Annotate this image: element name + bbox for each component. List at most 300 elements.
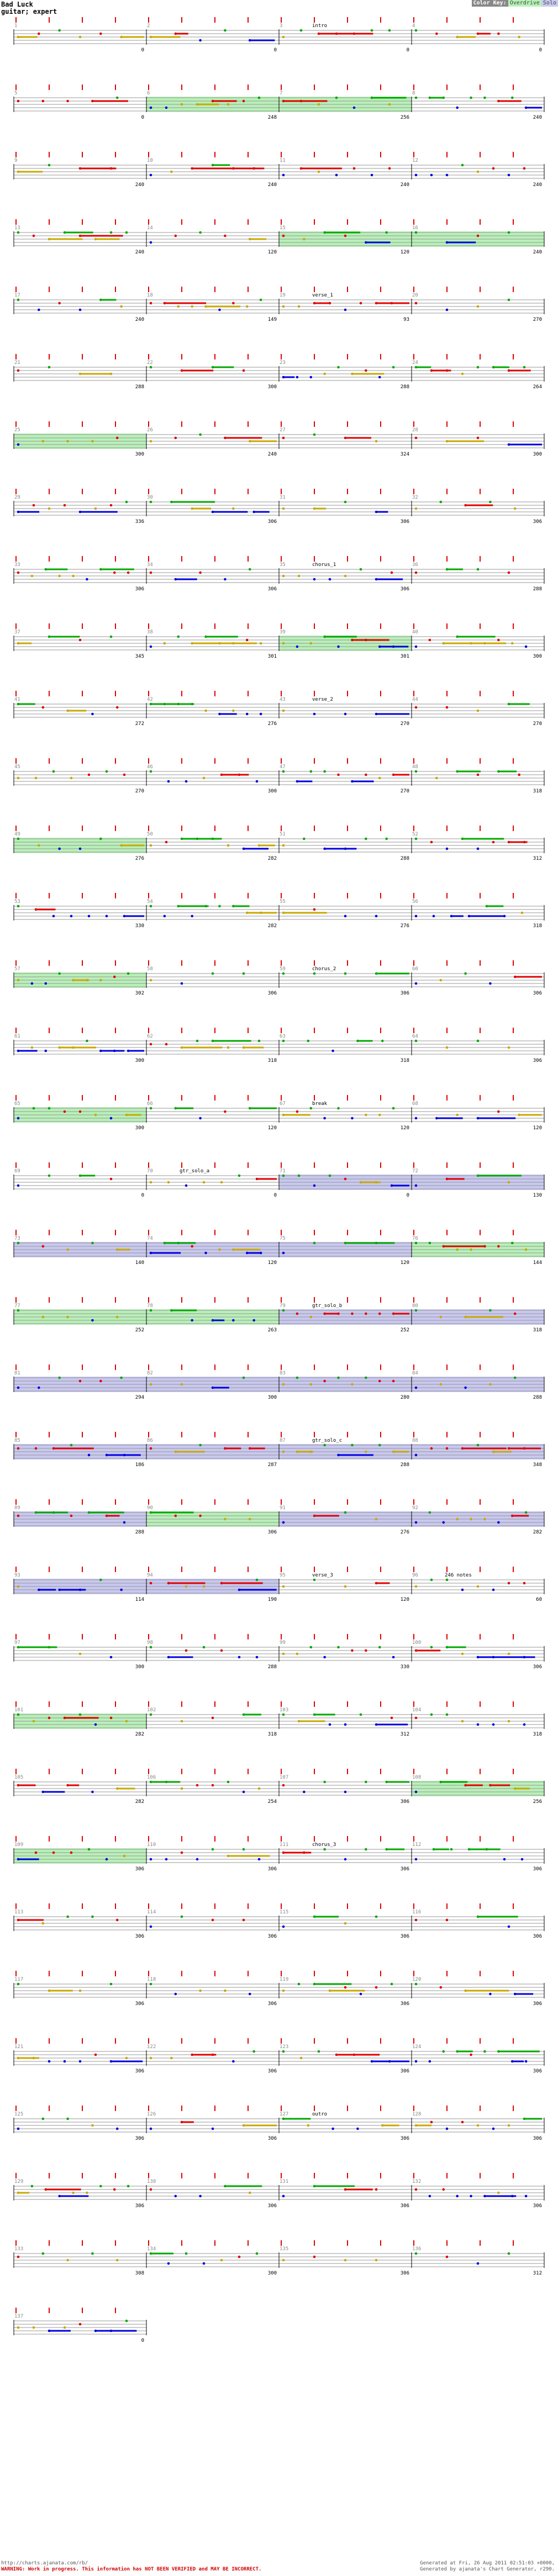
note [381,1040,384,1043]
note [456,1249,459,1251]
note [91,1319,94,1322]
note [282,844,285,847]
note [150,1858,152,1861]
note [116,1919,119,1922]
note [344,1858,347,1861]
note [116,2259,119,2262]
note [365,1377,367,1379]
note [31,575,34,578]
measure-score: 306 [135,1866,144,1872]
measure-number: 84 [412,1371,418,1376]
measure-score: 300 [533,452,542,457]
note [313,578,316,581]
note [150,174,152,177]
note [497,1110,500,1113]
note [64,504,66,507]
note [110,1717,113,1720]
note [150,646,152,648]
measure-number: 71 [280,1168,286,1174]
note [66,2259,69,2262]
measure-score: 306 [135,2001,144,2007]
note [298,575,301,578]
staff-row [14,1499,544,1535]
note [150,1181,152,1184]
note [116,437,119,440]
measure-number: 96 [412,1573,418,1578]
note [392,366,395,369]
note [91,1242,94,1245]
note [181,1916,183,1918]
note [48,1107,51,1110]
measure-score: 282 [135,1799,144,1805]
note [391,1983,393,1986]
measure-number: 104 [412,1707,422,1713]
note [181,1720,183,1723]
measure-score: 0 [141,1193,144,1198]
note [415,437,418,440]
note [323,1380,326,1383]
note [351,1649,354,1652]
note [323,770,326,773]
note [258,1858,261,1861]
staff-row [14,556,544,592]
note [344,309,347,311]
measure-score: 272 [135,721,144,727]
note [52,915,55,918]
note [125,231,128,234]
note [70,915,73,918]
staff-row [14,960,544,996]
measure-score: 306 [400,519,409,525]
measure-number: 120 [412,1977,422,1982]
note [113,1050,116,1052]
measure-score: 306 [533,2069,542,2074]
measure-number: 105 [14,1775,24,1780]
measure-score: 336 [135,519,144,525]
measure-number: 107 [280,1775,289,1780]
note [17,1309,20,1312]
measure-score: 312 [533,2271,542,2276]
measure-score: 300 [267,2271,277,2276]
measure-number: 13 [14,225,20,231]
staff-row [14,421,544,457]
note [79,1653,82,1655]
note [331,1050,334,1052]
note [337,646,340,648]
note [492,841,495,844]
note [344,1585,347,1588]
note [360,568,362,571]
measure-number: 125 [14,2112,24,2117]
note [113,572,116,574]
measure-score: 312 [400,1732,409,1737]
measure-score: 270 [135,789,144,794]
measure-number: 76 [412,1236,418,1241]
measure-number: 6 [147,91,150,96]
note [243,1791,245,1794]
measure-score: 330 [135,923,144,929]
note [344,972,347,975]
note [203,1181,206,1184]
note [313,2256,316,2258]
note [42,440,45,443]
note [282,2195,285,2198]
note [86,578,88,581]
note [415,507,418,510]
note [508,572,510,574]
measure-number: 60 [412,966,418,972]
note [461,2121,464,2124]
wip-warning: WARNING: Work in progress. This information has NOT BEEN VERIFIED and MAY BE INCORRECT. [1,2567,262,2572]
note [477,774,480,776]
measure-number: 117 [14,1977,24,1982]
note [298,1983,301,1986]
note [150,979,152,982]
note [307,2124,310,2127]
measure-number: 45 [14,764,20,770]
note [508,299,510,301]
note [497,639,500,642]
note [127,572,130,574]
note [430,1447,433,1450]
note [125,2320,128,2323]
note [298,305,301,308]
note [365,1649,367,1652]
note [218,1249,221,1251]
staff-row [14,2106,544,2141]
measure-number: 49 [14,832,20,837]
measure-number: 119 [280,1977,289,1982]
note [150,1926,152,1928]
measure-number: 113 [14,1909,24,1915]
staff-row [14,1095,544,1131]
measure-score: 301 [267,654,277,659]
measure-score: 306 [267,519,277,525]
note [415,1521,418,1524]
note [440,1316,443,1319]
note [430,841,433,844]
note [461,1653,464,1655]
note [175,437,177,440]
note [17,1983,20,1986]
note [391,572,393,574]
note [79,309,82,311]
measure-score: 318 [533,1732,542,1737]
note [337,1646,340,1649]
section-label: break [312,1101,328,1107]
note [258,1040,261,1043]
note [429,1511,431,1514]
measure-number: 77 [14,1303,20,1309]
note [256,1579,259,1581]
note [511,1242,514,1245]
measure-score: 0 [406,1193,409,1198]
section-label: intro [312,23,328,29]
measure-score: 306 [267,1530,277,1535]
note [212,2054,214,2056]
note [525,2195,528,2198]
note [185,1184,188,1187]
measure-score: 120 [400,1597,409,1602]
note [461,1589,464,1591]
measure-score: 60 [536,1597,542,1602]
note [523,1582,526,1585]
note [196,838,199,840]
note [415,2060,418,2063]
note [185,1585,188,1588]
section-label: gtr_solo_c [312,1438,343,1443]
note [446,1713,449,1716]
note [64,1110,66,1113]
note [252,1319,255,1322]
measure-number: 50 [147,832,153,837]
note [79,36,82,39]
measure-score: 300 [267,384,277,390]
measure-number: 98 [147,1640,153,1646]
measure-number: 58 [147,966,153,972]
footer-url[interactable]: http://charts.ajanata.com/rb/ [1,2561,88,2566]
generator-credit: Generated by ajanata's Chart Generator, r290. [420,2567,555,2572]
note [415,1585,418,1588]
measure-score: 306 [533,2203,542,2209]
note [313,713,316,716]
note [385,838,388,840]
note [150,1713,152,1716]
note [127,2185,130,2188]
measure-score: 120 [267,1125,277,1131]
note [227,844,230,847]
song-title: Bad Luck [1,1,33,8]
note [282,1309,285,1312]
note [300,2057,303,2060]
note [344,235,347,237]
measure-score: 252 [400,1327,409,1333]
measure-score: 93 [403,317,409,322]
measure-number: 53 [14,899,20,904]
measure-number: 83 [280,1371,286,1376]
note [344,713,347,716]
staff-row [14,2308,146,2344]
note [150,2188,152,2191]
measure-number: 5 [14,91,18,96]
note [525,1511,528,1514]
note [514,1313,517,1315]
measure-number: 56 [412,899,418,904]
note [17,2128,20,2130]
measure-score: 0 [141,2338,144,2344]
note [123,774,126,776]
note [282,437,285,440]
note [329,1175,331,1177]
note [282,1383,285,1386]
note [508,2124,510,2127]
measure-score: 282 [267,923,277,929]
note [33,1107,35,1110]
measure-number: 80 [412,1303,418,1309]
note [150,2057,152,2060]
note [375,2259,378,2262]
note [238,1656,241,1659]
note [106,1858,108,1861]
measure-score: 306 [267,991,277,996]
measure-score: 256 [400,115,409,120]
note [309,1383,312,1386]
measure-number: 129 [14,2179,24,2184]
measure-number: 61 [14,1034,20,1039]
note [175,235,177,237]
note [33,2326,35,2329]
measure-number: 110 [147,1842,156,1848]
note [303,238,306,241]
note [106,770,108,773]
section-label: gtr_solo_a [180,1168,210,1174]
note [296,646,299,648]
measure-number: 72 [412,1168,418,1174]
note [224,1110,227,1113]
measure-score: 288 [135,1530,144,1535]
measure-score: 0 [406,47,409,53]
note [165,1781,168,1784]
note [429,639,431,642]
note [282,2050,285,2053]
note [303,1852,306,1854]
note [282,1713,285,1716]
note [433,915,435,918]
measure-number: 42 [147,697,153,702]
note [430,174,433,177]
note [461,164,464,167]
note [31,2185,34,2188]
measure-score: 282 [267,856,277,861]
note [232,642,235,645]
measure-number: 73 [14,1236,20,1241]
note [477,2262,480,2265]
note [365,1848,367,1851]
note [365,838,367,840]
note [375,1986,378,1989]
note [110,167,113,170]
note [375,440,378,443]
measure-number: 27 [280,427,286,433]
measure-score: 300 [533,654,542,659]
note [175,1515,177,1517]
note [300,100,303,103]
note [415,1242,418,1245]
measure-score: 276 [135,856,144,861]
footer-generated [420,2561,555,2573]
staff-row [14,1432,544,1468]
note [165,1043,168,1046]
staff-row [14,17,544,53]
note [91,440,94,443]
note [260,642,262,645]
measure-number: 38 [147,630,153,635]
note [199,2195,202,2198]
note [430,2121,433,2124]
measure-number: 63 [280,1034,286,1039]
note [415,97,418,99]
note [31,982,34,985]
note [150,1043,152,1046]
measure-number: 12 [412,158,418,163]
note [477,1444,480,1447]
measure-number: 23 [280,360,286,366]
measure-number: 4 [412,23,415,29]
note [344,1511,347,1514]
note [116,1316,119,1319]
note [94,1114,97,1117]
note [446,2256,449,2258]
measure-number: 39 [280,630,286,635]
note [125,1720,128,1723]
note [492,167,495,170]
measure-score: 318 [533,1327,542,1333]
note [238,1175,241,1177]
note [461,373,464,375]
note [58,302,61,305]
note [318,103,320,106]
staff-row [14,623,544,659]
measure-score: 240 [135,317,144,322]
note [508,2252,510,2255]
note [337,1377,340,1379]
measure-score: 240 [135,250,144,255]
measure-number: 65 [14,1101,20,1107]
note [337,774,340,776]
note [313,1242,316,1245]
note [79,1990,82,1992]
note [388,103,391,106]
measure-number: 11 [280,158,286,163]
note [243,1377,245,1379]
note [353,2054,356,2056]
note [17,231,20,234]
measure-number: 124 [412,2044,422,2050]
note [17,905,20,908]
note [91,1791,94,1794]
measure-score: 276 [400,923,409,929]
note [123,1855,126,1858]
staff-row [14,489,544,525]
note [435,777,438,780]
measure-score: 324 [400,452,409,457]
note [392,1656,395,1659]
measure-score: 318 [267,1732,277,1737]
staff-row [14,2038,544,2074]
note [66,1249,69,1251]
note [165,107,168,109]
measure-score: 248 [267,115,277,120]
note [64,2326,66,2329]
note [224,578,227,581]
note [477,568,480,571]
measure-score: 120 [400,250,409,255]
note [456,2195,459,2198]
note [203,2262,206,2265]
note [446,1447,449,1450]
note [196,1858,199,1861]
measure-number: 86 [147,1438,153,1443]
note [256,2252,259,2255]
measure-number: 3 [280,23,283,29]
note [415,1184,418,1187]
measure-number: 137 [14,2314,24,2319]
note [497,1245,500,1248]
note [365,369,367,372]
note [344,1922,347,1925]
note [365,1451,367,1453]
note [33,235,35,237]
